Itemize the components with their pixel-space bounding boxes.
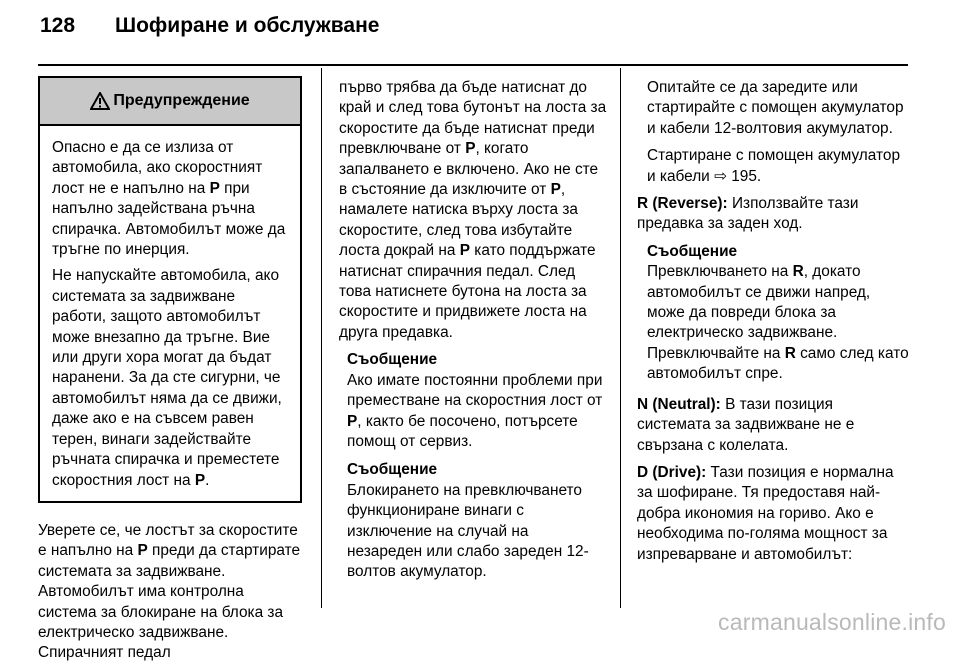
warning-triangle-icon [90, 92, 110, 110]
note-continuation [637, 78, 909, 187]
warning-box [38, 76, 302, 503]
note-title: Съобщение [347, 351, 438, 369]
note-reverse [637, 242, 909, 385]
page-header [40, 14, 379, 38]
note-1 [339, 350, 607, 452]
column-divider-2 [620, 68, 621, 608]
column-1 [38, 76, 302, 671]
drive-paragraph: D (Drive): Тази позиция е нормална за шофиране. Тя предоставя най-добра икономия на гориво. Ако е необходима по-голяма мощност за изпреварване и автомобилът: [637, 463, 894, 563]
column-divider-1 [321, 68, 322, 608]
header-rule [38, 64, 908, 66]
warning-header [40, 78, 300, 126]
chapter-title: Шофиране и обслужване [115, 14, 380, 37]
reverse-paragraph: R (Reverse): Използвайте тази предавка за заден ход. [637, 195, 859, 233]
page-ref-arrow-icon: ⇨ [714, 167, 732, 185]
neutral-paragraph: N (Neutral): В тази позиция системата за задвижване не е свързана с колелата. [637, 395, 855, 454]
note-title: Съобщение [347, 461, 438, 479]
note-text: Превключването на R, докато автомобилът се движи напред, може да повреди блока за електрическо задвижване. Превключвайте на R само след като автомобилът спре. [647, 263, 909, 383]
body-paragraph: Опитайте се да заредите или стартирайте с помощен акумулатор и кабели 12-волтовия акумулатор. [647, 79, 904, 137]
warning-paragraph-1: Опасно е да се излиза от автомобила, ако скоростният лост не е напълно на P при напълно задействана ръчна спирачка. Автомобилът може да тръгне по инерция. [52, 139, 286, 259]
note-text: Ако имате постоянни проблеми при преместване на скоростния лост от P, както бе посочено, потърсете помощ от сервиз. [347, 371, 603, 450]
note-text: Блокирането на превключването функциониране винаги с изключение на случай на незареден или слабо зареден 12-волтов акумулатор. [347, 481, 589, 581]
watermark: carmanualsonline.info [718, 609, 946, 635]
page-number: 128 [40, 14, 76, 37]
column-3 [637, 78, 909, 572]
note-title: Съобщение [647, 242, 738, 260]
cross-reference: Стартиране с помощен акумулатор и кабели ⇨ 195. [647, 147, 900, 185]
warning-paragraph-2: Не напускайте автомобила, ако системата за задвижване работи, защото автомобилът може внезапно да тръгне. Вие или други хора могат да бъдат наранени. За да сте сигурни, че автомобилът няма да се движи, даже ако е на съвсем равен терен, винаги задействайте ръчната спирачка и преместете скоростния лост на P. [52, 267, 282, 489]
body-paragraph: първо трябва да бъде натиснат до край и след това бутонът на лоста за скоростите да бъде натиснат преди превключване от P, когато запалването е включено. Ако не сте в състояние да изключите от P, намалете натиска върху лоста за скоростите, след това избутайте лоста докрай на P като поддържате натиснат спирачния педал. След това натиснете бутона на лоста за скоростите и придвижете лоста на друга предавка. [339, 79, 607, 341]
warning-title: Предупреждение [113, 91, 250, 109]
warning-body [40, 126, 300, 501]
body-paragraph: Уверете се, че лостът за скоростите е напълно на P преди да стартирате системата за задвижване. Автомобилът има контролна система за блокиране на блока за електрическо задвижване. Спирачният педал [38, 521, 301, 662]
note-2 [339, 460, 607, 582]
column-2 [339, 78, 607, 589]
